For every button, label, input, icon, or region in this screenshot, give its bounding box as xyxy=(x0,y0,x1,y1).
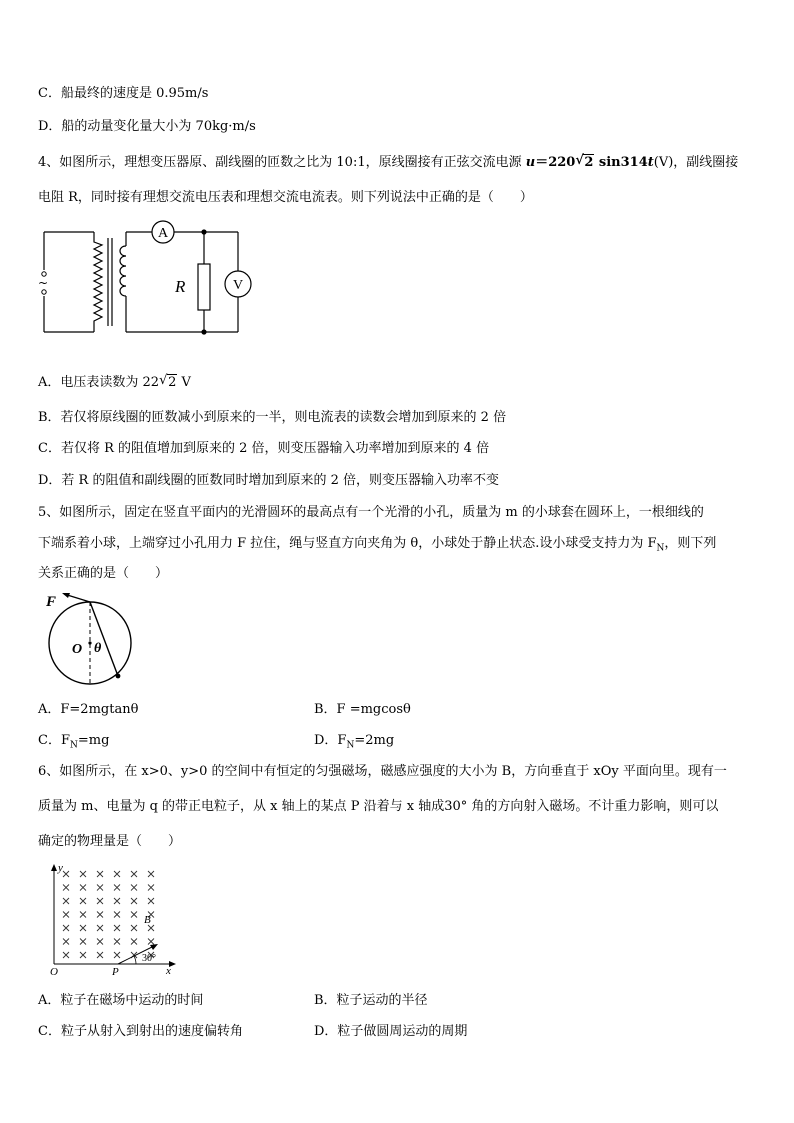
q5-option-a: A．F=2mgtanθ xyxy=(38,702,139,717)
origin-label: O xyxy=(50,966,58,978)
q6-field-diagram xyxy=(48,860,188,978)
svg-text:~: ~ xyxy=(38,276,49,290)
field-cross-mark xyxy=(80,952,86,958)
q4-option-d: D．若 R 的阻值和副线圈的匝数同时增加到原来的 2 倍，则变压器输入功率不变 xyxy=(38,473,500,488)
q6-stem-line3: 确定的物理量是（ ） xyxy=(38,834,182,849)
field-cross-mark xyxy=(97,912,103,918)
field-cross-mark xyxy=(114,898,120,904)
center-label: O xyxy=(72,642,83,657)
field-cross-mark xyxy=(63,912,69,918)
field-cross-mark xyxy=(63,952,69,958)
field-cross-mark xyxy=(63,871,69,877)
field-cross-mark xyxy=(63,885,69,891)
q6-option-a: A．粒子在磁场中运动的时间 xyxy=(38,993,204,1008)
field-cross-mark xyxy=(114,939,120,945)
field-cross-mark xyxy=(80,885,86,891)
field-cross-mark xyxy=(63,898,69,904)
field-cross-mark xyxy=(97,871,103,877)
q4-option-c: C．若仅将 R 的阻值增加到原来的 2 倍，则变压器输入功率增加到原来的 4 倍 xyxy=(38,441,490,456)
angle-30-label: 30° xyxy=(142,953,156,964)
q4-transformer-diagram xyxy=(38,216,268,350)
q3-option-c: C．船最终的速度是 0.95m/s xyxy=(38,86,209,101)
q6-option-d: D．粒子做圆周运动的周期 xyxy=(314,1024,468,1039)
force-label: F xyxy=(46,594,57,610)
voltmeter-label: V xyxy=(232,278,244,293)
q6-stem-line1: 6、如图所示，在 x>0、y>0 的空间中有恒定的匀强磁场，磁感应强度的大小为 B，方向垂直于 xOy 平面向里。现有一 xyxy=(38,764,727,779)
q5-option-c: C．$F_N=mg$ xyxy=(38,733,110,751)
q4-option-b: B．若仅将原线圈的匝数减小到原来的一半，则电流表的读数会增加到原来的 2 倍 xyxy=(38,410,507,425)
q4-stem-line1: 4、如图所示，理想变压器原、副线圈的匝数之比为 10:1，原线圈接有正弦交流电源 u＝220√ 2 sin314t(V)，副线圈接 xyxy=(38,151,738,170)
resistor-label: R xyxy=(175,277,186,296)
field-cross-mark xyxy=(80,939,86,945)
field-cross-mark xyxy=(97,898,103,904)
field-cross-mark xyxy=(80,871,86,877)
field-cross-mark xyxy=(148,939,154,945)
y-axis-label: y xyxy=(58,862,63,874)
field-cross-mark xyxy=(148,871,154,877)
ammeter-label: A xyxy=(157,226,169,241)
field-cross-mark xyxy=(97,939,103,945)
point-p-label: P xyxy=(112,966,119,978)
field-cross-mark xyxy=(80,925,86,931)
q6-stem-line2: 质量为 m、电量为 q 的带正电粒子，从 x 轴上的某点 P 沿着与 x 轴成30° 角的方向射入磁场。不计重力影响，则可以 xyxy=(38,799,719,814)
q5-stem-line1: 5、如图所示，固定在竖直平面内的光滑圆环的最高点有一个光滑的小孔，质量为 m 的小球套在圆环上，一根细线的 xyxy=(38,505,704,520)
field-b-label: B xyxy=(144,914,151,926)
field-cross-mark xyxy=(114,912,120,918)
q5-stem-line3: 关系正确的是（ ） xyxy=(38,566,169,581)
field-cross-mark xyxy=(114,871,120,877)
field-cross-mark xyxy=(114,885,120,891)
field-cross-mark xyxy=(114,952,120,958)
field-cross-mark xyxy=(131,925,137,931)
field-cross-mark xyxy=(131,871,137,877)
field-cross-mark xyxy=(131,898,137,904)
x-axis-label: x xyxy=(166,965,171,977)
field-cross-mark xyxy=(97,925,103,931)
q5-option-d: D．$F_N=2mg$ xyxy=(314,733,395,751)
field-cross-mark xyxy=(131,885,137,891)
q5-option-b: B．F =mgcosθ xyxy=(314,702,411,717)
field-cross-mark xyxy=(131,939,137,945)
q6-option-c: C．粒子从射入到射出的速度偏转角 xyxy=(38,1024,243,1039)
q6-option-b: B．粒子运动的半径 xyxy=(314,993,428,1008)
field-cross-mark xyxy=(63,925,69,931)
field-cross-mark xyxy=(148,885,154,891)
field-cross-mark xyxy=(80,912,86,918)
field-cross-mark xyxy=(63,939,69,945)
angle-label: θ xyxy=(94,641,102,656)
field-cross-mark xyxy=(148,898,154,904)
field-cross-mark xyxy=(80,898,86,904)
field-cross-mark xyxy=(97,885,103,891)
field-cross-mark xyxy=(114,925,120,931)
field-cross-mark xyxy=(131,912,137,918)
q4-option-a: A．电压表读数为 22√ 2 V xyxy=(38,371,191,390)
q4-stem-line2: 电阻 R，同时接有理想交流电压表和理想交流电流表。则下列说法中正确的是（ ） xyxy=(38,190,533,205)
q3-option-d: D．船的动量变化量大小为 70kg·m/s xyxy=(38,119,256,134)
field-cross-mark xyxy=(97,952,103,958)
q5-stem-line2: 下端系着小球，上端穿过小孔用力 F 拉住，绳与竖直方向夹角为 θ，小球处于静止状态.设小球受支持力为 $F_N$，则下列 xyxy=(38,536,717,554)
q5-ring-diagram xyxy=(42,590,142,686)
